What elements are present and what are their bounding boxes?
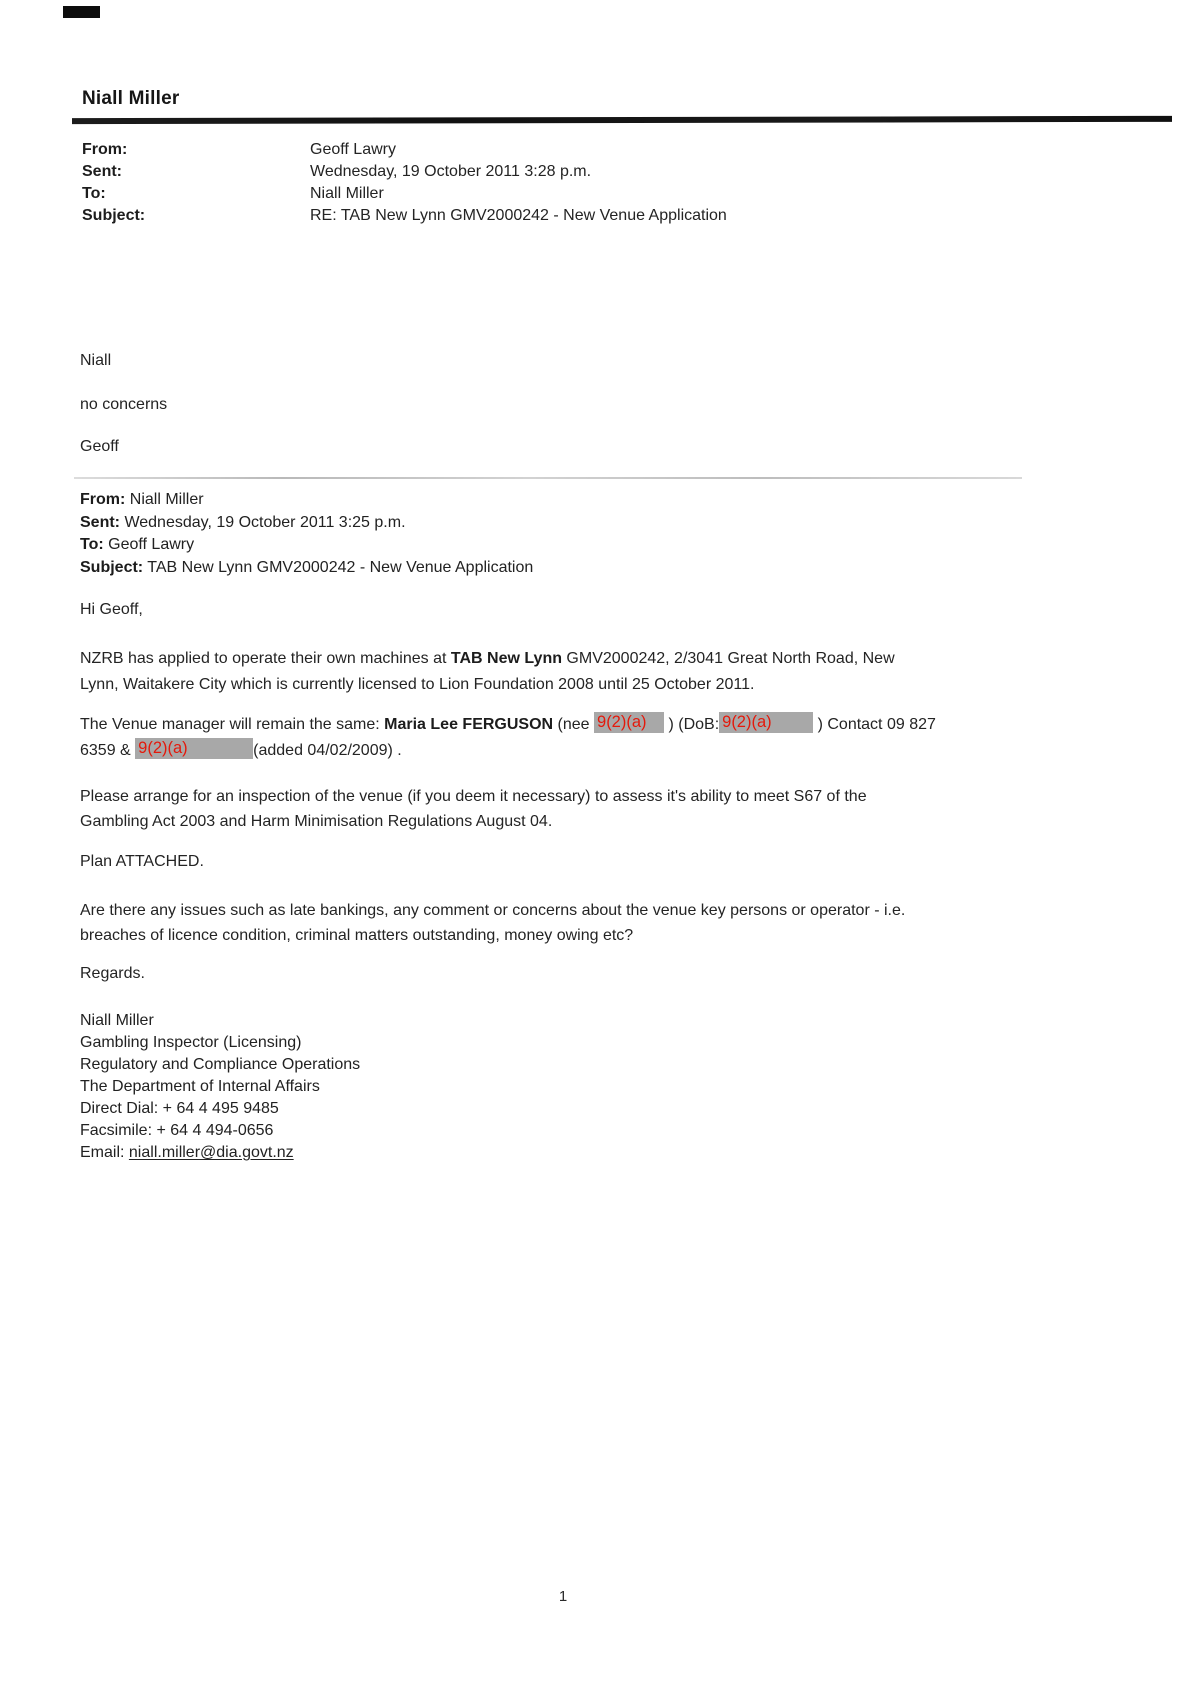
paragraph-inspection	[80, 784, 867, 834]
subject-label: Subject:	[82, 207, 146, 224]
email-address-link[interactable]: niall.miller@dia.govt.nz	[128, 1144, 294, 1161]
reply-greeting: Niall	[80, 352, 112, 369]
paragraph-venue-manager	[80, 712, 936, 764]
quoted-row-from	[80, 489, 533, 512]
from-value: Geoff Lawry	[310, 141, 396, 158]
quoted-row-sent	[80, 512, 533, 535]
header-row-sent	[82, 161, 727, 183]
signature-name: Niall Miller	[80, 1012, 154, 1029]
header-row-subject	[82, 205, 727, 227]
issues-line-2: breaches of licence condition, criminal matters outstanding, money owing etc?	[80, 927, 634, 944]
signature-direct-dial: Direct Dial: + 64 4 495 9485	[80, 1100, 279, 1117]
venue-text-2: (nee	[553, 716, 595, 733]
quoted-from-label: From:	[80, 491, 126, 508]
reply-message: no concerns	[80, 396, 168, 413]
venue-text-6: (added 04/02/2009) .	[253, 742, 402, 759]
quoted-to-value: Geoff Lawry	[103, 536, 195, 553]
from-label: From:	[82, 141, 128, 158]
page-number: 1	[558, 1588, 568, 1605]
to-value: Niall Miller	[310, 185, 384, 202]
nzrb-venue-name: TAB New Lynn	[450, 650, 562, 667]
signature-role: Gambling Inspector (Licensing)	[80, 1034, 302, 1051]
signature-block	[80, 1010, 360, 1164]
email-label: Email:	[80, 1144, 129, 1161]
venue-text-1: The Venue manager will remain the same:	[80, 716, 385, 733]
quoted-row-subject	[80, 557, 533, 580]
header-row-to	[82, 183, 727, 205]
sent-label: Sent:	[82, 163, 122, 180]
email-header-quoted	[80, 489, 533, 579]
redaction-box-nee: 9(2)(a)	[594, 712, 664, 733]
venue-manager-name: Maria Lee FERGUSON	[384, 716, 554, 733]
issues-line-1: Are there any issues such as late bankings, any comment or concerns about the venue key persons or operator - i.e.	[80, 902, 906, 919]
reply-signoff: Geoff	[80, 438, 119, 455]
inspection-line-1: Please arrange for an inspection of the venue (if you deem it necessary) to assess it's ability to meet S67 of the	[80, 788, 867, 805]
sent-value: Wednesday, 19 October 2011 3:28 p.m.	[310, 163, 592, 180]
quoted-sent-label: Sent:	[80, 513, 120, 531]
body-greeting: Hi Geoff,	[80, 601, 143, 618]
regards-line: Regards.	[80, 965, 145, 982]
page-title: Niall Miller	[82, 88, 180, 109]
quoted-subject-value: TAB New Lynn GMV2000242 - New Venue Application	[143, 558, 534, 576]
signature-group: Regulatory and Compliance Operations	[80, 1056, 361, 1073]
quoted-row-to	[80, 534, 533, 557]
paragraph-nzrb	[80, 646, 895, 698]
quoted-to-label: To:	[80, 536, 104, 553]
signature-org: The Department of Internal Affairs	[80, 1078, 320, 1095]
quoted-email-divider	[74, 477, 1022, 479]
signature-facsimile: Facsimile: + 64 4 494-0656	[80, 1122, 274, 1139]
title-divider-rule	[72, 116, 1172, 124]
header-row-from	[82, 139, 727, 161]
plan-attached-line: Plan ATTACHED.	[80, 853, 204, 870]
nzrb-text-3: Lynn, Waitakere City which is currently licensed to Lion Foundation 2008 until 25 October 2011.	[80, 676, 755, 693]
paragraph-issues	[80, 898, 905, 948]
venue-text-5: 6359 &	[80, 742, 136, 759]
subject-value: RE: TAB New Lynn GMV2000242 - New Venue Application	[310, 207, 727, 224]
quoted-from-value: Niall Miller	[125, 491, 204, 508]
scan-artifact-mark	[63, 6, 100, 18]
nzrb-text-1: NZRB has applied to operate their own machines at	[80, 650, 451, 667]
inspection-line-2: Gambling Act 2003 and Harm Minimisation Regulations August 04.	[80, 813, 553, 830]
venue-text-4: ) Contact 09 827	[813, 716, 936, 733]
email-header-top	[82, 139, 727, 227]
quoted-sent-value: Wednesday, 19 October 2011 3:25 p.m.	[120, 513, 406, 531]
venue-text-3: ) (DoB:	[664, 716, 720, 733]
redaction-box-dob: 9(2)(a)	[719, 712, 813, 733]
to-label: To:	[82, 185, 106, 202]
redaction-box-contact: 9(2)(a)	[135, 738, 253, 759]
nzrb-text-2: GMV2000242, 2/3041 Great North Road, New	[561, 650, 895, 667]
quoted-subject-label: Subject:	[80, 558, 144, 576]
